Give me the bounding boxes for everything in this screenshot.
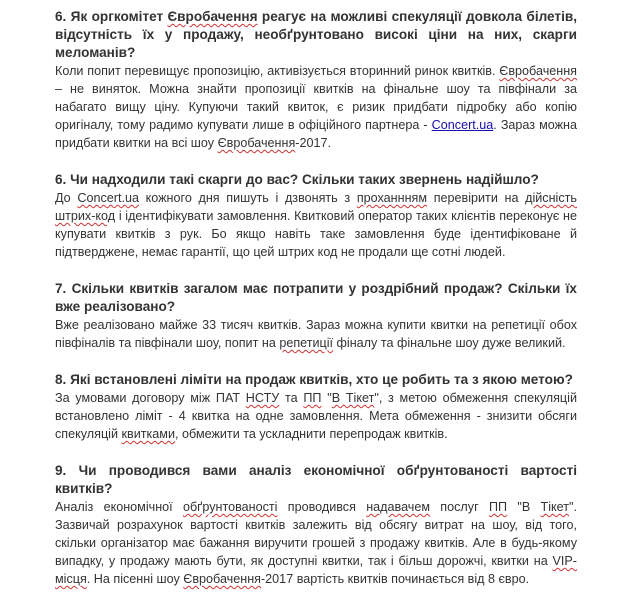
question-heading [55, 171, 577, 189]
text-run: Аналіз економічної [55, 500, 183, 514]
text-run: Вже реалізовано майже 33 тисяч квитків. Зараз можна купити квитки на репетиції обох півфіналів та півфінали шоу, попит на [55, 318, 577, 350]
spellcheck-word: проханнням [356, 191, 428, 205]
qa-section [55, 280, 577, 352]
answer-paragraph [55, 62, 577, 152]
spellcheck-word: квитками [121, 427, 176, 441]
spellcheck-word: Євробачення [183, 572, 261, 586]
answer-paragraph [55, 389, 577, 443]
text-run: До [55, 191, 78, 205]
question-heading [55, 280, 577, 316]
text-run: перевірити на [427, 191, 526, 205]
text-run: фіналу та фінальне шоу дуже великий. [333, 336, 566, 350]
text-run: Коли попит перевищує пропозицію, активізується вторинний ринок квитків. [55, 64, 500, 78]
concert-ua-link[interactable]: Concert.ua [431, 118, 494, 132]
spellcheck-word: ПП [488, 500, 508, 514]
spellcheck-word: НСТУ [245, 391, 280, 405]
spellcheck-word: репетиції [279, 336, 334, 350]
text-run: і ідентифікувати замовлення. Квитковий оператор таких клієнтів переконує не купувати квитків з рук. Бо якщо навіть таке замовлення буде ідентифіковане й підтверджене, немає гарантії, що цей штрих код не продали ще сотні людей. [55, 209, 577, 259]
text-run: 7. Скільки квитків загалом має потрапити у роздрібний продаж? Скільки їх вже реалізовано? [55, 281, 577, 314]
spellcheck-word: надавачем [366, 500, 431, 514]
text-run: послуг [430, 500, 489, 514]
text-run: ", з метою обмеження спекуляцій встановлено ліміт - 4 квитка на одне замовлення. Мета обмеження - знизити обсяги спекуляцій [55, 391, 577, 441]
answer-paragraph [55, 498, 577, 588]
text-run: "В [507, 500, 541, 514]
spellcheck-word: Тікет [540, 500, 570, 514]
text-run: 9. Чи проводився вами аналіз економічної обґрунтованості вартості квитків? [55, 463, 577, 496]
spellcheck-word: штрих-код [55, 209, 116, 223]
text-run: -2017 вартість квитків починається від 8 євро. [260, 572, 530, 586]
text-run: 6. Чи надходили такі скарги до вас? Скільки таких звернень надійшло? [55, 172, 539, 187]
text-run: та [279, 391, 304, 405]
answer-paragraph [55, 189, 577, 261]
text-run: кожного дня пишуть і дзвонять з [138, 191, 357, 205]
text-run: За умовами договору між ПАТ [55, 391, 246, 405]
spellcheck-word: Євробачення [217, 136, 296, 150]
text-run: проводився [277, 500, 367, 514]
spellcheck-word: дійсність [525, 191, 577, 205]
text-run: . Зараз можна придбати квитки на всі шоу [55, 118, 578, 150]
text-run: 6. Як оргкомітет [55, 9, 168, 24]
text-run: -2017. [295, 136, 331, 150]
qa-section [55, 8, 577, 152]
qa-section [55, 462, 577, 588]
text-run: – не виняток. Можна знайти пропозиції квитків на фінальне шоу та півфінали за набагато вищу ціну. Купуючи такий квиток, є ризик придбати підробку або копію оригіналу, тому радимо купувати лише в офіційного партнера - [55, 82, 577, 132]
spellcheck-word: ПП [303, 391, 322, 405]
text-run: . На пісенні шоу [86, 572, 184, 586]
spellcheck-word: В Тікет [331, 391, 375, 405]
text-run: , обмежити та ускладнити перепродаж квитків. [175, 427, 448, 441]
answer-paragraph [55, 316, 577, 352]
spellcheck-word: Concert.ua [77, 191, 139, 205]
spellcheck-word: Євробачення [167, 9, 258, 24]
qa-section [55, 171, 577, 261]
spellcheck-word: обґрунтованості [182, 500, 278, 514]
question-heading [55, 371, 577, 389]
text-run: ". Зазвичай розрахунок вартості квитків залежить від обсягу витрат на шоу, від того, скільки організатор має бажання виручити грошей з продажу квитків. Але в будь-якому випадку, у продажу мають бути, як доступні квитки, так і більш дорожчі, квитки на [55, 500, 577, 568]
text-run: " [321, 391, 332, 405]
question-heading [55, 8, 577, 62]
qa-section [55, 371, 577, 443]
text-run: реагує на можливі спекуляції довкола білетів, відсутність їх у продажу, необґрунтовано високі ціни на них, скарги меломанів? [55, 9, 577, 60]
question-heading [55, 462, 577, 498]
spellcheck-word: Євробачення [499, 64, 577, 78]
text-run: 8. Які встановлені ліміти на продаж квитків, хто це робить та з якою метою? [55, 372, 573, 387]
spellcheck-word: VIP-місця [55, 554, 577, 586]
